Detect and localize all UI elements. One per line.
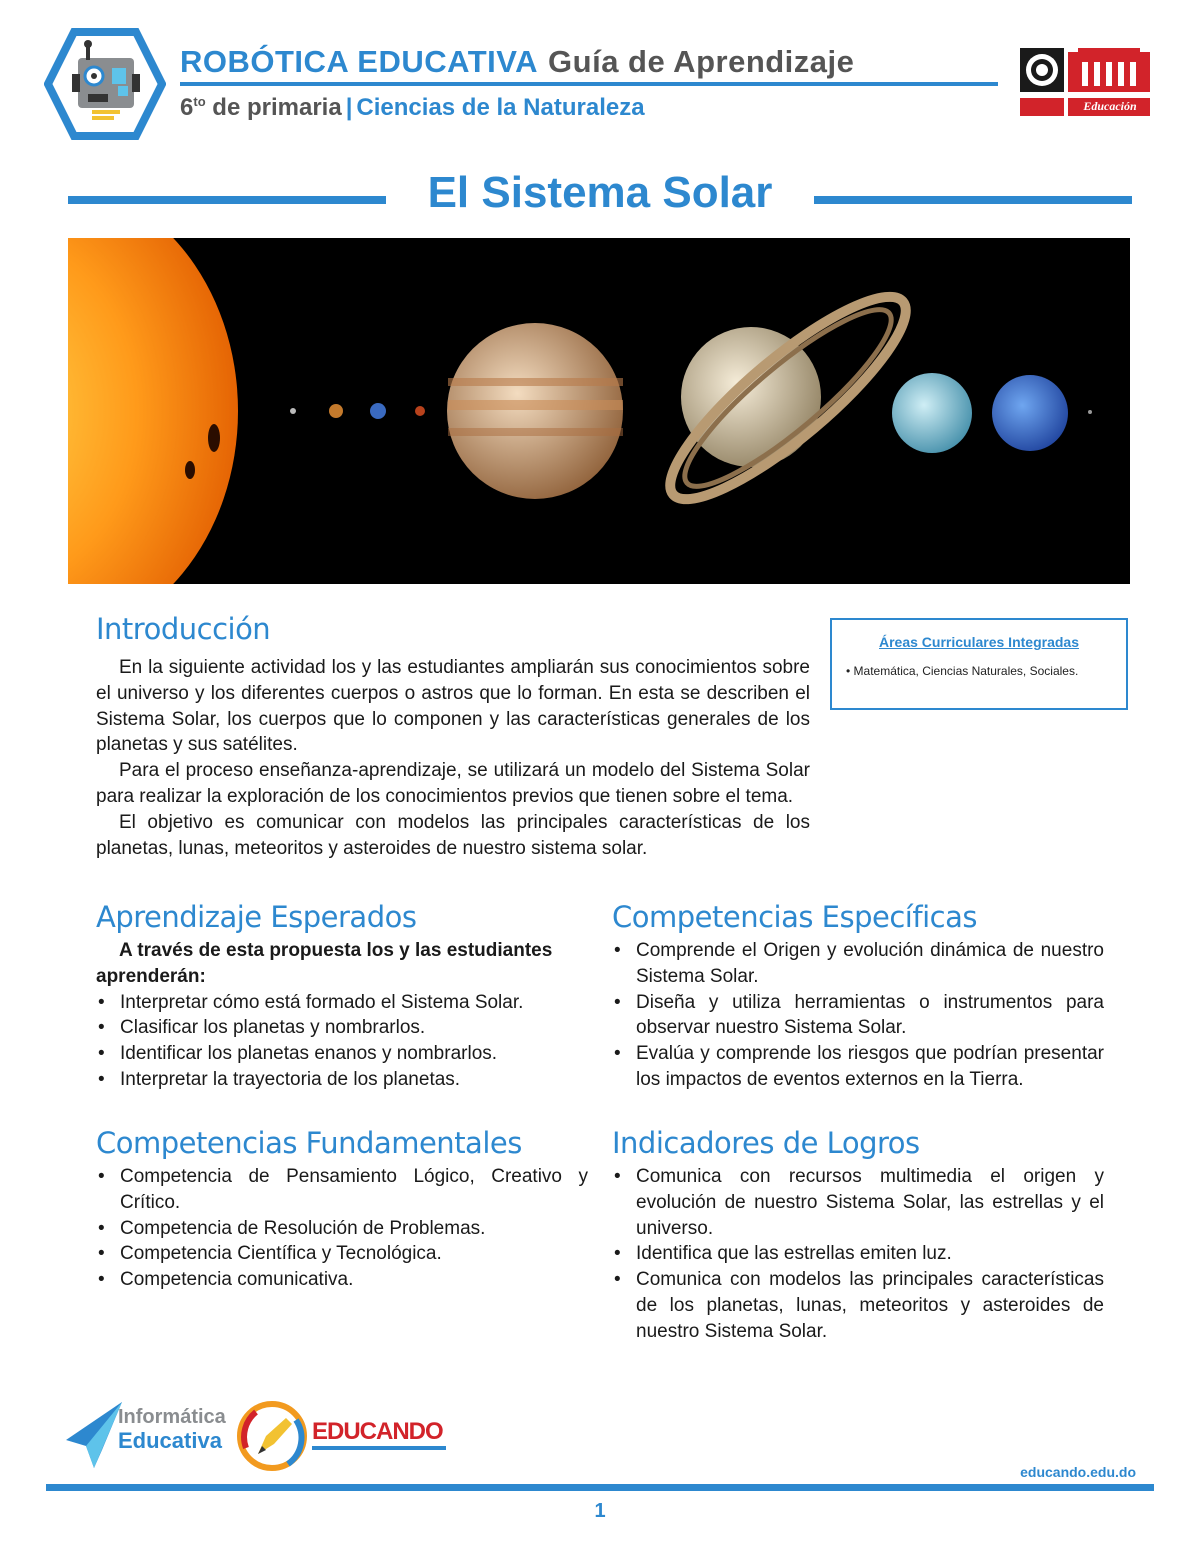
paper-plane-icon	[64, 1400, 124, 1470]
page-number: 1	[594, 1500, 606, 1522]
informatica-educativa-logo	[64, 1400, 234, 1472]
list-item: • Competencia comunicativa.	[96, 1267, 588, 1293]
robot-logo	[44, 28, 166, 140]
earth-icon	[370, 403, 386, 419]
pencil-circle-icon	[236, 1400, 308, 1472]
ministry-logo-label: Educación	[1083, 99, 1137, 113]
header-title-secondary: Guía de Aprendizaje	[548, 44, 855, 79]
informatica-logo-line2: Educativa	[118, 1428, 222, 1453]
curricular-areas-title: Áreas Curriculares Integradas	[879, 634, 1079, 650]
intro-paragraph: El objetivo es comunicar con modelos las principales características de los planetas, lunas, meteoritos y asteroides de nuestro sistema solar.	[96, 811, 810, 859]
pluto-icon	[1088, 410, 1092, 414]
aprendizaje-section	[96, 938, 588, 1093]
list-item: • Interpretar la trayectoria de los planetas.	[96, 1067, 588, 1093]
especificas-heading: Competencias Específicas	[612, 900, 977, 934]
list-item: • Clasificar los planetas y nombrarlos.	[96, 1015, 588, 1041]
educando-underline	[312, 1446, 446, 1450]
list-item: • Identifica que las estrellas emiten luz.	[612, 1241, 1104, 1267]
page-title: El Sistema Solar	[427, 168, 773, 217]
grade-text: de primaria	[205, 94, 342, 121]
aprendizaje-lead-text: A través de esta propuesta los y las estudiantes aprenderán:	[96, 940, 553, 987]
sun-icon	[68, 238, 238, 584]
robot-hexagon-icon	[44, 28, 166, 140]
list-item: • Competencia de Pensamiento Lógico, Creativo y Crítico.	[96, 1164, 588, 1216]
header-separator: |	[345, 94, 353, 121]
header-divider	[180, 82, 998, 86]
list-item: • Comunica con modelos las principales características de los planetas, lunas, meteoritos y asteroides de nuestro Sistema Solar.	[612, 1267, 1104, 1344]
header-title-main: ROBÓTICA EDUCATIVA	[180, 44, 539, 79]
ministry-logo	[1020, 48, 1152, 120]
footer-divider	[46, 1484, 1154, 1491]
indicadores-heading: Indicadores de Logros	[612, 1126, 920, 1160]
grade-suffix: to	[193, 94, 206, 109]
informatica-logo-line1: Informática	[118, 1406, 226, 1428]
educando-logo-text: EDUCANDO	[312, 1418, 443, 1445]
solar-system-illustration	[68, 238, 1130, 584]
neptune-icon	[992, 375, 1068, 451]
list-item: • Competencia Científica y Tecnológica.	[96, 1241, 588, 1267]
grade-number: 6	[180, 94, 194, 121]
educando-logo	[236, 1400, 452, 1472]
list-item: • Comunica con recursos multimedia el origen y evolución de nuestro Sistema Solar, las estrellas y el universo.	[612, 1164, 1104, 1241]
uranus-icon	[892, 373, 972, 453]
aprendizaje-list	[96, 990, 588, 1093]
mars-icon	[415, 406, 425, 416]
intro-body	[96, 655, 810, 861]
subject-label: Ciencias de la Naturaleza	[356, 94, 645, 121]
aprendizaje-lead	[96, 938, 588, 990]
fundamentales-heading: Competencias Fundamentales	[96, 1126, 522, 1160]
especificas-list	[612, 938, 1104, 1093]
mercury-icon	[290, 408, 296, 414]
venus-icon	[329, 404, 343, 418]
fundamentales-list	[96, 1164, 588, 1293]
curricular-areas-box	[830, 618, 1128, 710]
intro-paragraph: Para el proceso enseñanza-aprendizaje, se utilizará un modelo del Sistema Solar para realizar la exploración de los conocimientos previos que tienen sobre el tema.	[96, 760, 810, 807]
list-item: • Comprende el Origen y evolución dinámica de nuestro Sistema Solar.	[612, 938, 1104, 990]
list-item: • Competencia de Resolución de Problemas.	[96, 1216, 588, 1242]
indicadores-list	[612, 1164, 1104, 1345]
grade-label	[180, 94, 342, 121]
intro-paragraph: En la siguiente actividad los y las estudiantes ampliarán sus conocimientos sobre el universo y los diferentes cuerpos o astros que lo forman. En esta se describen el Sistema Solar, los cuerpos que lo componen y las características generales de los planetas y sus satélites.	[96, 657, 810, 756]
list-item: • Identificar los planetas enanos y nombrarlos.	[96, 1041, 588, 1067]
jupiter-icon	[447, 323, 623, 499]
list-item: • Interpretar cómo está formado el Sistema Solar.	[96, 990, 588, 1016]
solar-system-image	[68, 238, 1130, 584]
aprendizaje-heading: Aprendizaje Esperados	[96, 900, 417, 934]
list-item: • Evalúa y comprende los riesgos que podrían presentar los impactos de eventos externos en la Tierra.	[612, 1041, 1104, 1093]
list-item: • Diseña y utiliza herramientas o instrumentos para observar nuestro Sistema Solar.	[612, 990, 1104, 1042]
header-title	[180, 44, 854, 80]
intro-heading: Introducción	[96, 612, 271, 646]
footer-url[interactable]: educando.edu.do	[1020, 1464, 1136, 1480]
curricular-areas-text: • Matemática, Ciencias Naturales, Sociales.	[846, 664, 1079, 678]
header-subtitle	[180, 94, 645, 122]
saturn-icon	[647, 271, 928, 525]
